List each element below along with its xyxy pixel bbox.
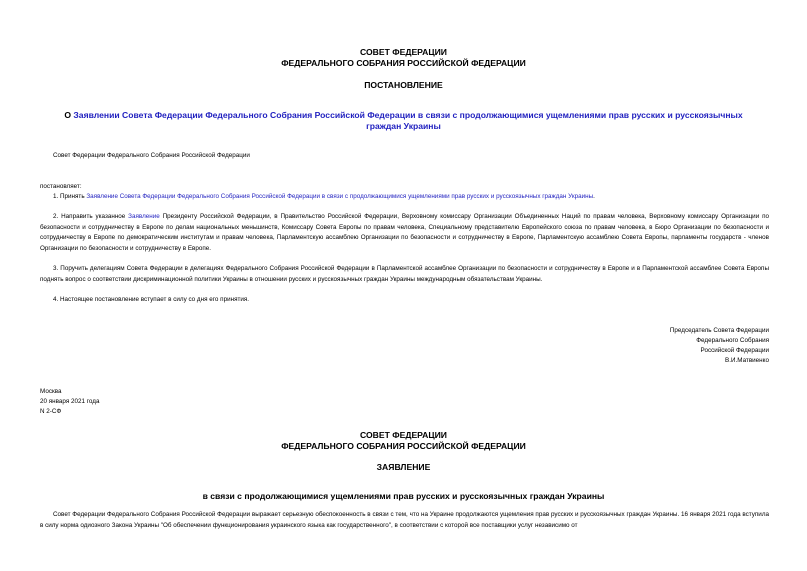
paragraph-2-suffix: Президенту Российской Федерации, в Правительство Российской Федерации, Верховному комиссару Организации Объединенных Наций по правам человека, Верховному комиссару Организации по безопасности и сотрудничеству в Европе по делам национальных меньшинств, Комиссару Совета Европы по правам человека, Специальному представителю Европейского союза по правам человека, в Бюро Организации по безопасности и сотрудничеству в Европе по демократическим институтам и правам человека, Парламентскую ассамблею Организации по безопасности и сотрудничеству в Европе, Парламентскую ассамблею Совета Европы, парламенты государств - членов Организации по безопасности и сотрудничеству в Европе. [40,213,769,252]
title-link[interactable]: Заявлении Совета Федерации Федерального Собрания Российской Федерации в связи с продолжающимися ущемлениями прав русских и русскоязычных граждан Украины [73,110,743,131]
paragraph-1 [53,192,595,203]
resolution-title [50,110,757,131]
paragraph-1-prefix: 1. Принять [53,193,87,200]
statement-type: ЗАЯВЛЕНИЕ [376,462,431,472]
document-number: N 2-СФ [40,408,62,415]
place: Москва [40,388,62,395]
signature-line3: Российской Федерации [700,347,769,354]
date: 20 января 2021 года [40,398,100,405]
document-type: ПОСТАНОВЛЕНИЕ [364,80,443,90]
decides-text: постановляет: [40,183,82,190]
paragraph-1-link[interactable]: Заявление Совета Федерации Федерального Собрания Российской Федерации в связи с продолжающимися ущемлениями прав русских и русскоязычных граждан Украины [86,193,594,200]
paragraph-2-prefix: 2. Направить указанное [53,213,129,220]
org-name-line2: ФЕДЕРАЛЬНОГО СОБРАНИЯ РОССИЙСКОЙ ФЕДЕРАЦИИ [281,58,526,68]
paragraph-4: 4. Настоящее постановление вступает в силу со дня его принятия. [53,296,250,303]
org-name-line1: СОВЕТ ФЕДЕРАЦИИ [360,47,447,57]
signature-line2: Федерального Собрания [696,337,769,344]
paragraph-3: 3. Поручить делегациям Совета Федерации в делегациях Федерального Собрания Российской Федерации в Парламентской ассамблее Организации по безопасности и сотрудничеству в Европе и в Парламентской ассамблее Совета Европы поднять вопрос о соответствии дискриминационной политики Украины в отношении русских и русскоязычных граждан Украины международным обязательствам Украины. [40,265,769,283]
statement-title: в связи с продолжающимися ущемлениями прав русских и русскоязычных граждан Украины [202,491,605,501]
intro-text: Совет Федерации Федерального Собрания Российской Федерации [53,152,250,159]
title-prefix: О [64,110,74,120]
paragraph-1-suffix: . [593,193,595,200]
signature-line1: Председатель Совета Федерации [669,327,769,334]
paragraph-2 [40,212,769,254]
statement-org-line1: СОВЕТ ФЕДЕРАЦИИ [360,430,447,440]
signatory-name: В.И.Матвиенко [725,357,769,364]
paragraph-2-link[interactable]: Заявление [128,213,160,220]
statement-paragraph-1: Совет Федерации Федерального Собрания Российской Федерации выражает серьезную обеспокоенность в связи с тем, что на Украине продолжаются ущемления прав русских и русскоязычных граждан Украины. 16 января 2021 года вступила в силу норма одиозного Закона Украины "Об обеспечении функционирования украинского языка как государственного", в соответствии с которой все поставщики услуг независимо от [40,511,769,529]
statement-org-line2: ФЕДЕРАЛЬНОГО СОБРАНИЯ РОССИЙСКОЙ ФЕДЕРАЦИИ [281,441,526,451]
